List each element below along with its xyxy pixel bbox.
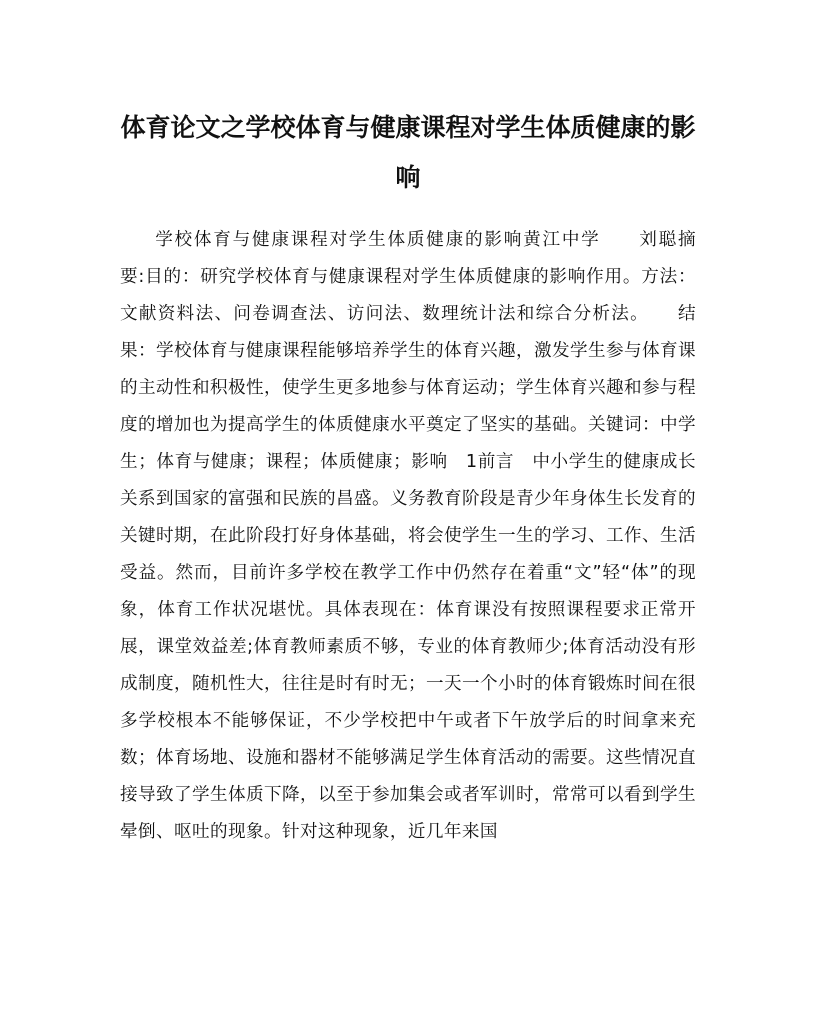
document-title: 体育论文之学校体育与健康课程对学生体质健康的影响 xyxy=(120,113,696,192)
document-body-paragraph: 学校体育与健康课程对学生体质健康的影响黄江中学 刘聪摘 要:目的：研究学校体育与健康课程对学生体质健康的影响作用。方法：文献资料法、问卷调查法、访问法、数理统计法和综合分析法。 结果：学校体育与健康课程能够培养学生的体育兴趣，激发学生参与体育课的主动性和积极性，使学生更多地参与体育运动；学生体育兴趣和参与程度的增加也为提高学生的体质健康水平奠定了坚实的基础。关键词：中学生；体育与健康；课程；体质健康；影响 1前言 中小学生的健康成长关系到国家的富强和民族的昌盛。义务教育阶段是青少年身体生长发育的关键时期，在此阶段打好身体基础，将会使学生一生的学习、工作、生活受益。然而，目前许多学校在教学工作中仍然存在着重“文”轻“体”的现象，体育工作状况堪忧。具体表现在：体育课没有按照课程要求正常开展，课堂效益差;体育教师素质不够，专业的体育教师少;体育活动没有形成制度，随机性大，往往是时有时无；一天一个小时的体育锻炼时间在很多学校根本不能够保证，不少学校把中午或者下午放学后的时间拿来充数；体育场地、设施和器材不能够满足学生体育活动的需要。这些情况直接导致了学生体质下降，以至于参加集会或者军训时，常常可以看到学生晕倒、呕吐的现象。针对这种现象，近几年来国 xyxy=(120,230,714,842)
